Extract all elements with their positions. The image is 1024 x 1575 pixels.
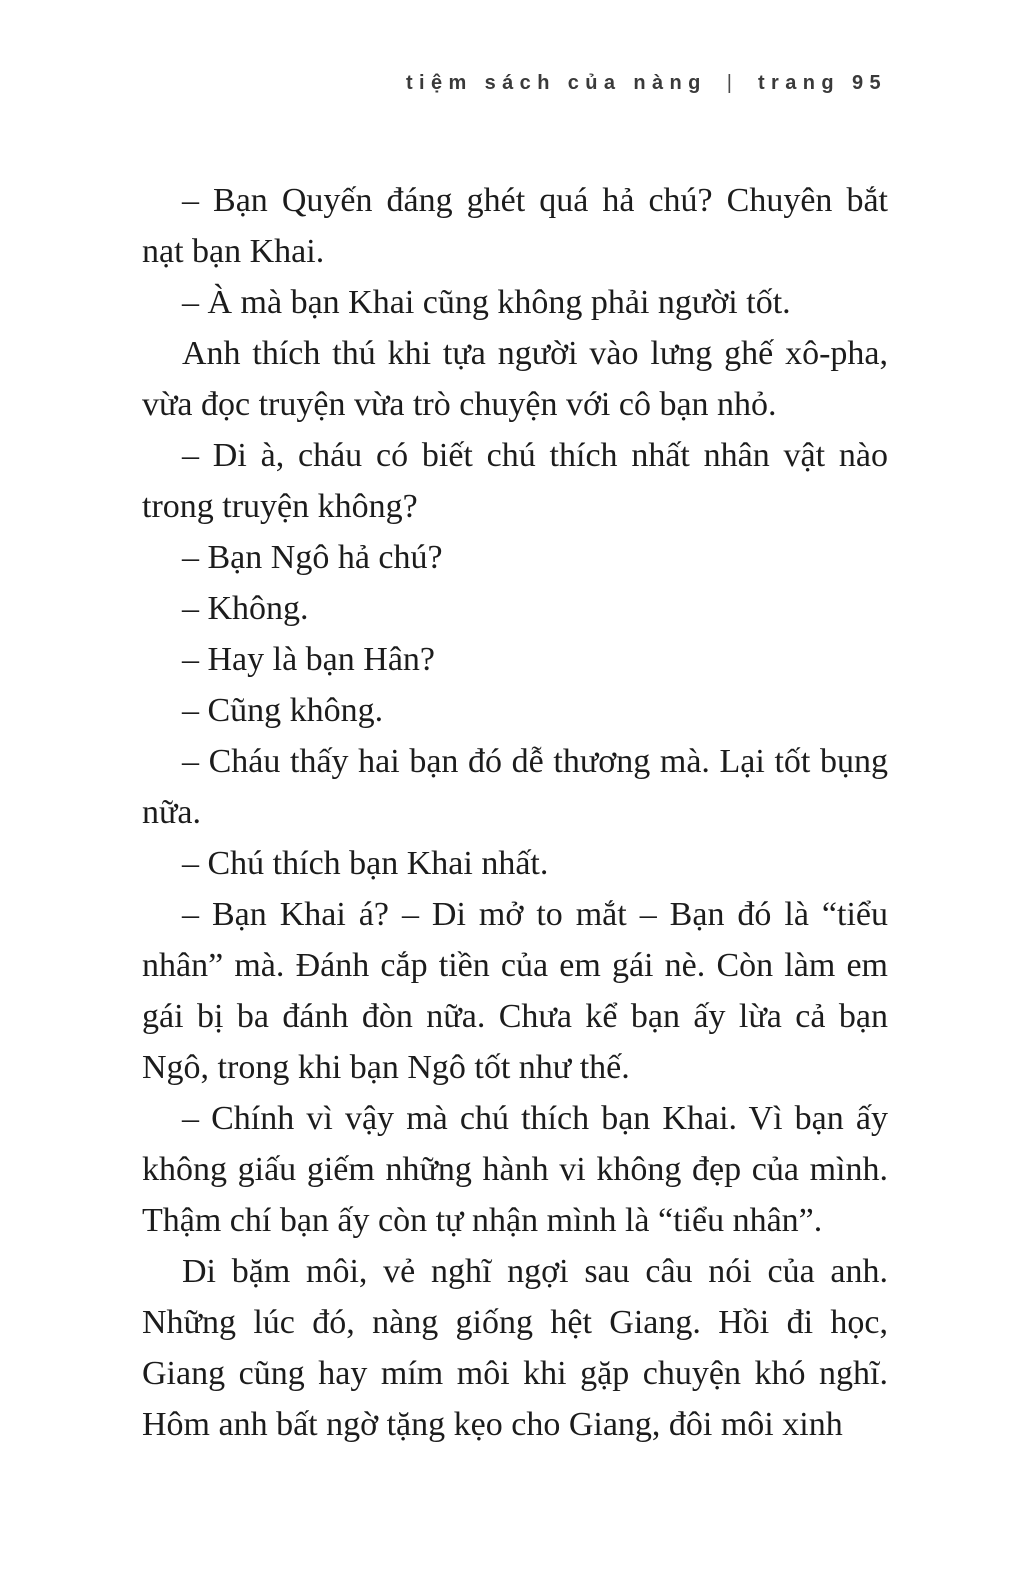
paragraph: – Bạn Quyến đáng ghét quá hả chú? Chuyên bắt nạt bạn Khai. — [142, 182, 888, 270]
paragraph: – Chính vì vậy mà chú thích bạn Khai. Vì bạn ấy không giấu giếm những hành vi không đẹp của mình. Thậm chí bạn ấy còn tự nhận mình là “tiểu nhân”. — [142, 1100, 888, 1239]
paragraph: – À mà bạn Khai cũng không phải người tốt. — [182, 284, 791, 321]
paragraph: Di bặm môi, vẻ nghĩ ngợi sau câu nói của anh. Những lúc đó, nàng giống hệt Giang. Hồi đi học, Giang cũng hay mím môi khi gặp chuyện khó nghĩ. Hôm anh bất ngờ tặng kẹo cho Giang, đôi môi xinh — [142, 1253, 888, 1443]
header-separator: | — [726, 72, 732, 94]
paragraph: – Không. — [182, 590, 309, 627]
page-number-label: trang 95 — [757, 72, 887, 94]
body-text — [142, 175, 888, 1450]
paragraph: – Di à, cháu có biết chú thích nhất nhân vật nào trong truyện không? — [142, 437, 888, 525]
paragraph: – Hay là bạn Hân? — [182, 641, 436, 678]
paragraph: – Cũng không. — [182, 692, 384, 729]
book-title: tiệm sách của nàng — [405, 72, 707, 94]
paragraph: Anh thích thú khi tựa người vào lưng ghế xô-pha, vừa đọc truyện vừa trò chuyện với cô bạn nhỏ. — [142, 335, 888, 423]
paragraph: – Chú thích bạn Khai nhất. — [182, 845, 549, 882]
paragraph: – Bạn Ngô hả chú? — [182, 539, 443, 576]
paragraph: – Bạn Khai á? – Di mở to mắt – Bạn đó là “tiểu nhân” mà. Đánh cắp tiền của em gái nè. Còn làm em gái bị ba đánh đòn nữa. Chưa kể bạn ấy lừa cả bạn Ngô, trong khi bạn Ngô tốt như thế. — [142, 896, 888, 1086]
running-header — [406, 72, 887, 95]
paragraph: – Cháu thấy hai bạn đó dễ thương mà. Lại tốt bụng nữa. — [142, 743, 888, 831]
